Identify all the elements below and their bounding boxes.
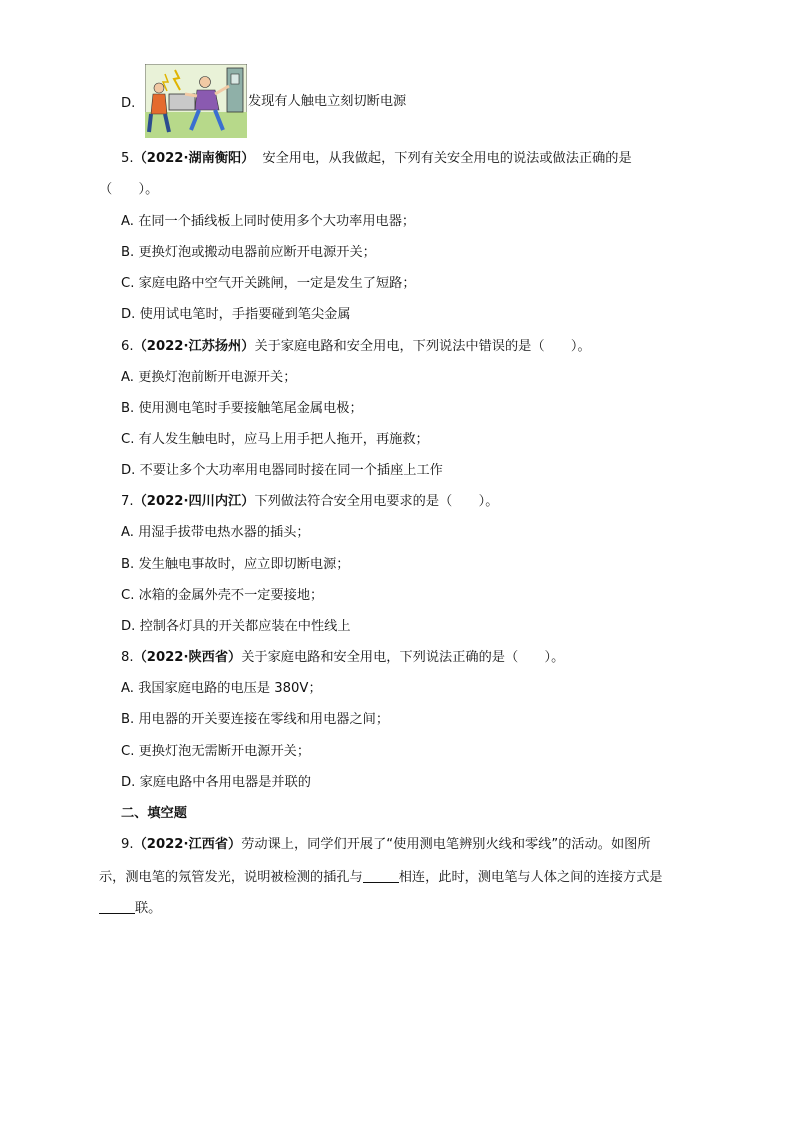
option-letter: C.: [121, 744, 135, 759]
answer-blank-1[interactable]: [363, 868, 399, 883]
q7-option-d: [121, 618, 351, 636]
q8-option-b: [121, 711, 389, 729]
question-source: （2022·江西省）: [133, 837, 242, 852]
question-text: 下列做法符合安全用电要求的是（ ）。: [254, 494, 499, 509]
option-letter: A.: [121, 214, 134, 229]
option-letter: B.: [121, 245, 135, 260]
option-text: 发生触电事故时，应立即切断电源；: [138, 557, 350, 572]
option-letter: D.: [121, 307, 136, 322]
option-text: 家庭电路中各用电器是并联的: [139, 775, 311, 790]
question-text: 关于家庭电路和安全用电，下列说法正确的是（ ）。: [241, 650, 565, 665]
q6-option-b: [121, 400, 363, 418]
q4-option-d-text: 发现有人触电立刻切断电源: [248, 94, 407, 109]
section-heading-fill-in: 二、填空题: [121, 806, 187, 821]
q8-option-c: [121, 743, 310, 761]
q7-option-c: [121, 587, 323, 605]
q6-option-a: [121, 369, 296, 387]
option-text: 更换灯泡无需断开电源开关；: [138, 744, 311, 759]
question-source: （2022·陕西省）: [133, 650, 242, 665]
option-text: 冰箱的金属外壳不一定要接地；: [138, 588, 324, 603]
question-source: （2022·江苏扬州）: [133, 339, 255, 354]
q9-line-2: [99, 868, 663, 887]
question-text: 示，测电笔的氖管发光，说明被检测的插孔与: [99, 870, 363, 885]
option-text: 控制各灯具的开关都应装在中性线上: [139, 619, 351, 634]
q5-stem: [121, 150, 632, 168]
q5-option-c: [121, 275, 416, 293]
question-text: 相连，此时，测电笔与人体之间的连接方式是: [398, 870, 663, 885]
option-letter: B.: [121, 712, 135, 727]
question-number: 7.: [121, 494, 134, 509]
option-text: 家庭电路中空气开关跳闸，一定是发生了短路；: [138, 276, 416, 291]
q8-option-d: [121, 774, 311, 792]
q5-option-b: [121, 244, 376, 262]
question-text: 安全用电，从我做起，下列有关安全用电的说法或做法正确的是: [262, 151, 632, 166]
option-letter: A.: [121, 681, 134, 696]
answer-blank-2[interactable]: [99, 899, 135, 914]
q7-stem: [121, 493, 498, 511]
option-letter: B.: [121, 557, 135, 572]
option-letter: C.: [121, 432, 135, 447]
option-letter: D.: [121, 619, 136, 634]
q7-option-a: [121, 524, 310, 542]
question-text: 联。: [135, 901, 162, 916]
question-number: 8.: [121, 650, 134, 665]
option-text: 用电器的开关要连接在零线和用电器之间；: [138, 712, 390, 727]
option-letter: D.: [121, 463, 136, 478]
q6-option-d: [121, 462, 443, 480]
q8-stem: [121, 649, 564, 667]
q9-line-3: [99, 899, 161, 918]
question-number: 9.: [121, 837, 134, 852]
question-number: 5.: [121, 151, 134, 166]
option-text: 使用测电笔时手要接触笔尾金属电极；: [138, 401, 363, 416]
option-text: 更换灯泡前断开电源开关；: [138, 370, 297, 385]
q5-option-a: [121, 213, 415, 231]
q5-stem-cont: （ ）。: [99, 182, 159, 197]
q7-option-b: [121, 556, 349, 574]
q8-option-a: [121, 680, 322, 698]
option-text: 在同一个插线板上同时使用多个大功率用电器；: [138, 214, 416, 229]
question-text: 关于家庭电路和安全用电，下列说法中错误的是（ ）。: [254, 339, 591, 354]
q6-option-c: [121, 431, 429, 449]
q4-option-d: [121, 95, 135, 113]
option-letter: A.: [121, 370, 134, 385]
question-number: 6.: [121, 339, 134, 354]
option-letter: A.: [121, 525, 134, 540]
question-source: （2022·四川内江）: [133, 494, 255, 509]
q6-stem: [121, 338, 591, 356]
option-letter: D.: [121, 775, 136, 790]
electric-shock-rescue-illustration-icon: [145, 64, 247, 138]
option-text: 不要让多个大功率用电器同时接在同一个插座上工作: [139, 463, 443, 478]
q9-line-1: [121, 836, 651, 854]
question-source: （2022·湖南衡阳）: [133, 151, 255, 166]
option-text: 用湿手拔带电热水器的插头；: [138, 525, 310, 540]
option-text: 有人发生触电时，应马上用手把人拖开，再施救；: [138, 432, 429, 447]
option-text: 我国家庭电路的电压是 380V；: [138, 681, 322, 696]
option-letter: C.: [121, 276, 135, 291]
question-text: 劳动课上，同学们开展了“使用测电笔辨别火线和零线”的活动。如图所: [241, 837, 651, 852]
option-text: 使用试电笔时，手指要碰到笔尖金属: [139, 307, 351, 322]
option-letter: B.: [121, 401, 135, 416]
option-letter: D.: [121, 96, 136, 111]
q5-option-d: [121, 306, 351, 324]
option-letter: C.: [121, 588, 135, 603]
option-text: 更换灯泡或搬动电器前应断开电源开关；: [138, 245, 376, 260]
